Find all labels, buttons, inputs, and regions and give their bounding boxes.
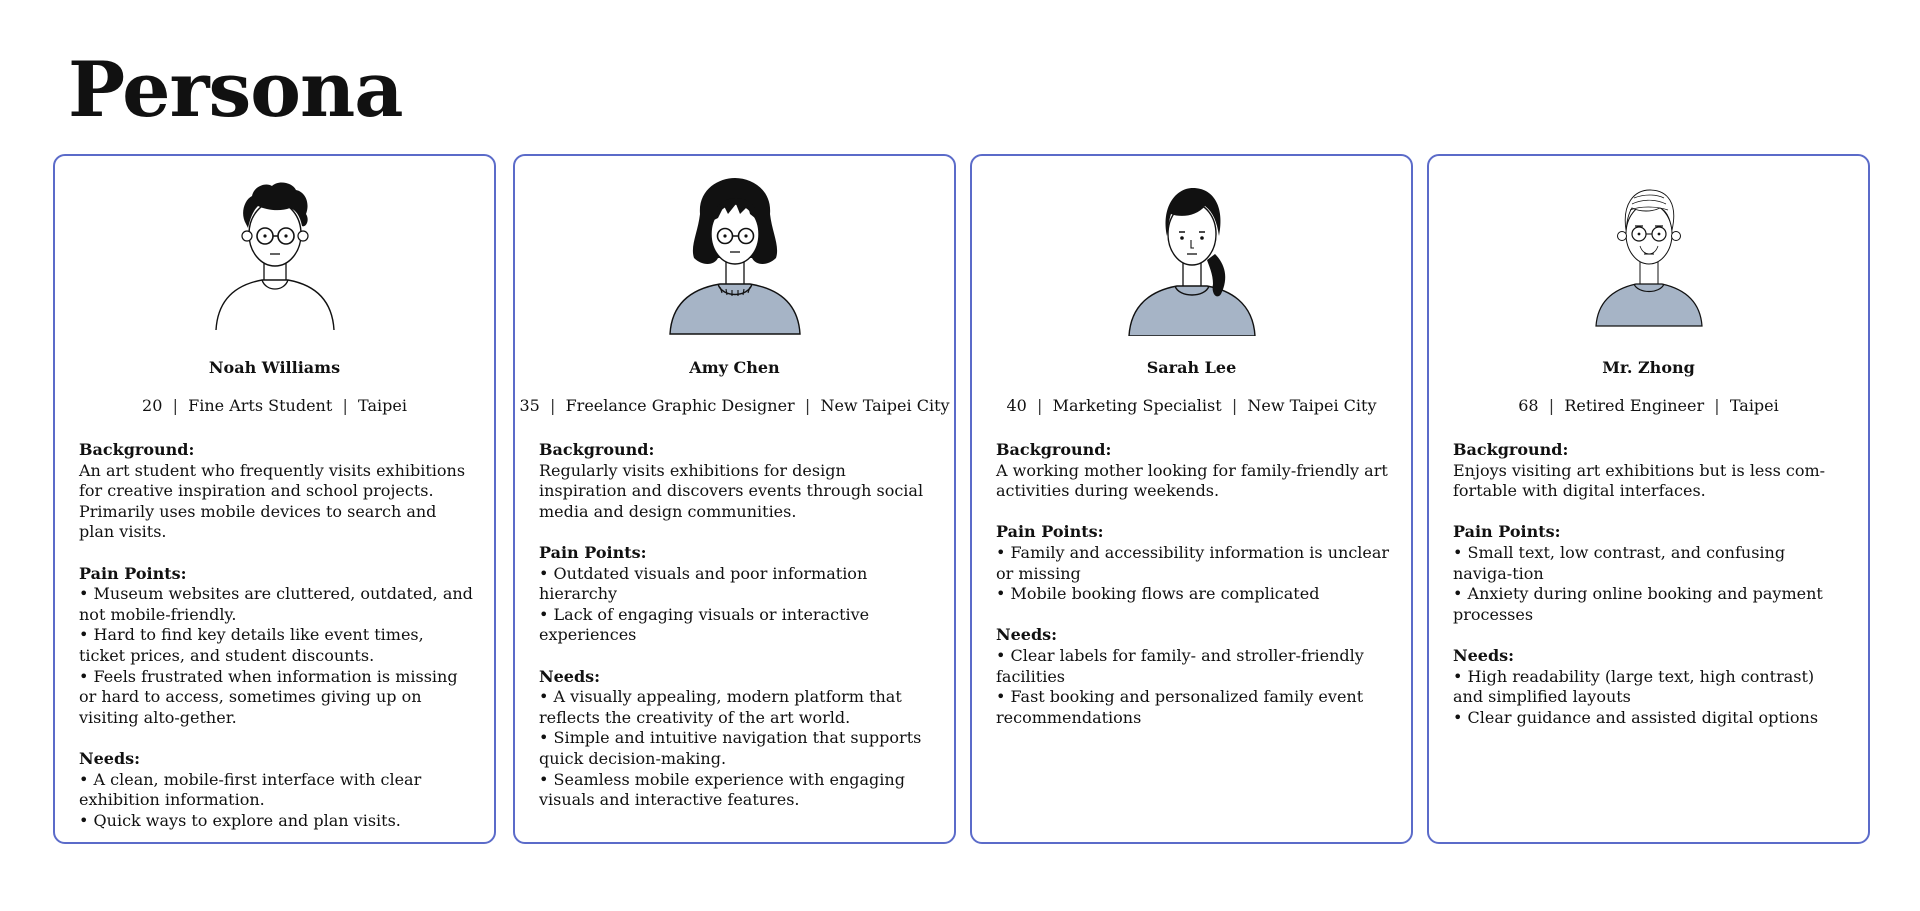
pain-points-heading: Pain Points: [79,563,187,583]
persona-card-amy [513,154,956,844]
persona-age: 40 [1006,396,1027,415]
persona-details [79,440,474,852]
pain-point-item: • Anxiety during online booking and payment processes [1453,584,1823,624]
persona-role: Marketing Specialist [1052,396,1222,415]
persona-city: Taipei [358,396,407,415]
persona-meta: 35 | Freelance Graphic Designer | New Taipei City [519,396,950,415]
persona-details [1453,440,1848,749]
background-heading: Background: [1453,440,1569,459]
persona-card-noah [53,154,496,844]
pain-points-section [79,564,474,729]
background-heading: Background: [539,440,655,459]
persona-city: New Taipei City [820,396,950,415]
persona-name: Sarah Lee [1146,358,1237,377]
persona-role: Fine Arts Student [188,396,333,415]
need-item: • Quick ways to explore and plan visits. [79,810,401,830]
pain-point-item: • Family and accessibility information is unclear or missing [996,542,1390,583]
pain-points-section [996,522,1391,604]
background-section [79,440,474,543]
need-item: • Seamless mobile experience with engaging visuals and interactive features. [539,769,905,810]
curly-hair-glasses-avatar-icon [200,174,350,336]
persona-age: 35 [519,396,540,415]
pain-point-item: • Hard to find key details like event times, ticket prices, and student discounts. [79,625,424,665]
page-title: Persona [68,45,403,134]
needs-heading: Needs: [79,748,141,768]
need-item: • Simple and intuitive navigation that supports quick decision-making. [539,728,922,768]
background-text: Regularly visits exhibitions for design inspiration and discovers events through social media and design communities. [539,460,924,521]
need-item: • A visually appealing, modern platform that reflects the creativity of the art world. [539,687,902,727]
needs-section [996,625,1391,728]
needs-section [79,749,474,831]
needs-heading: Needs: [996,625,1058,645]
needs-section [1453,646,1848,728]
persona-details [539,440,934,831]
pain-points-heading: Pain Points: [996,522,1104,542]
need-item: • Clear guidance and assisted digital options [1453,707,1819,727]
persona-name: Noah Williams [208,358,341,377]
avatar [515,174,954,336]
persona-meta: 40 | Marketing Specialist | New Taipei City [1006,396,1377,415]
persona-meta: 68 | Retired Engineer | Taipei [1518,396,1779,415]
pain-point-item: • Museum websites are cluttered, outdated, and not mobile-friendly. [79,584,473,624]
needs-heading: Needs: [1453,645,1515,665]
need-item: • A clean, mobile-first interface with clear exhibition information. [79,769,422,810]
bob-hair-glasses-avatar-icon [660,174,810,336]
needs-heading: Needs: [539,666,601,686]
background-text: An art student who frequently visits exhibitions for creative inspiration and school projects. Primarily uses mobile devices to search and plan visits. [79,460,466,542]
pain-points-heading: Pain Points: [539,542,647,562]
background-text: Enjoys visiting art exhibitions but is less com-fortable with digital interfaces. [1453,460,1826,501]
need-item: • Fast booking and personalized family event recommendations [996,687,1364,727]
pain-points-section [1453,522,1848,625]
persona-card-zhong [1427,154,1870,844]
pain-point-item: • Mobile booking flows are complicated [996,584,1320,604]
persona-role: Freelance Graphic Designer [565,396,795,415]
need-item: • High readability (large text, high contrast) and simplified layouts [1453,666,1815,707]
persona-age: 68 [1518,396,1539,415]
need-item: • Clear labels for family- and stroller-friendly facilities [996,645,1364,686]
elderly-man-glasses-avatar-icon [1574,174,1724,336]
pain-point-item: • Small text, low contrast, and confusing naviga-tion [1453,542,1786,583]
persona-name: Amy Chen [689,358,780,377]
persona-city: New Taipei City [1247,396,1377,415]
persona-meta: 20 | Fine Arts Student | Taipei [142,396,407,415]
avatar [55,174,494,336]
background-section [996,440,1391,502]
persona-card-sarah [970,154,1413,844]
background-text: A working mother looking for family-friendly art activities during weekends. [996,460,1388,501]
avatar [1429,174,1868,336]
persona-role: Retired Engineer [1564,396,1705,415]
needs-section [539,667,934,811]
persona-name: Mr. Zhong [1602,358,1695,377]
background-heading: Background: [79,440,195,459]
avatar [972,174,1411,336]
persona-city: Taipei [1729,396,1779,415]
pain-points-section [539,543,934,646]
ponytail-avatar-icon [1117,174,1267,336]
pain-point-item: • Lack of engaging visuals or interactive experiences [539,604,870,645]
persona-age: 20 [142,396,163,415]
pain-point-item: • Outdated visuals and poor information hierarchy [539,563,868,604]
pain-point-item: • Feels frustrated when information is missing or hard to access, sometimes giving up on visiting alto-gether. [79,666,458,727]
pain-points-heading: Pain Points: [1453,522,1561,542]
background-heading: Background: [996,440,1112,459]
background-section [1453,440,1848,502]
persona-details [996,440,1391,749]
background-section [539,440,934,522]
